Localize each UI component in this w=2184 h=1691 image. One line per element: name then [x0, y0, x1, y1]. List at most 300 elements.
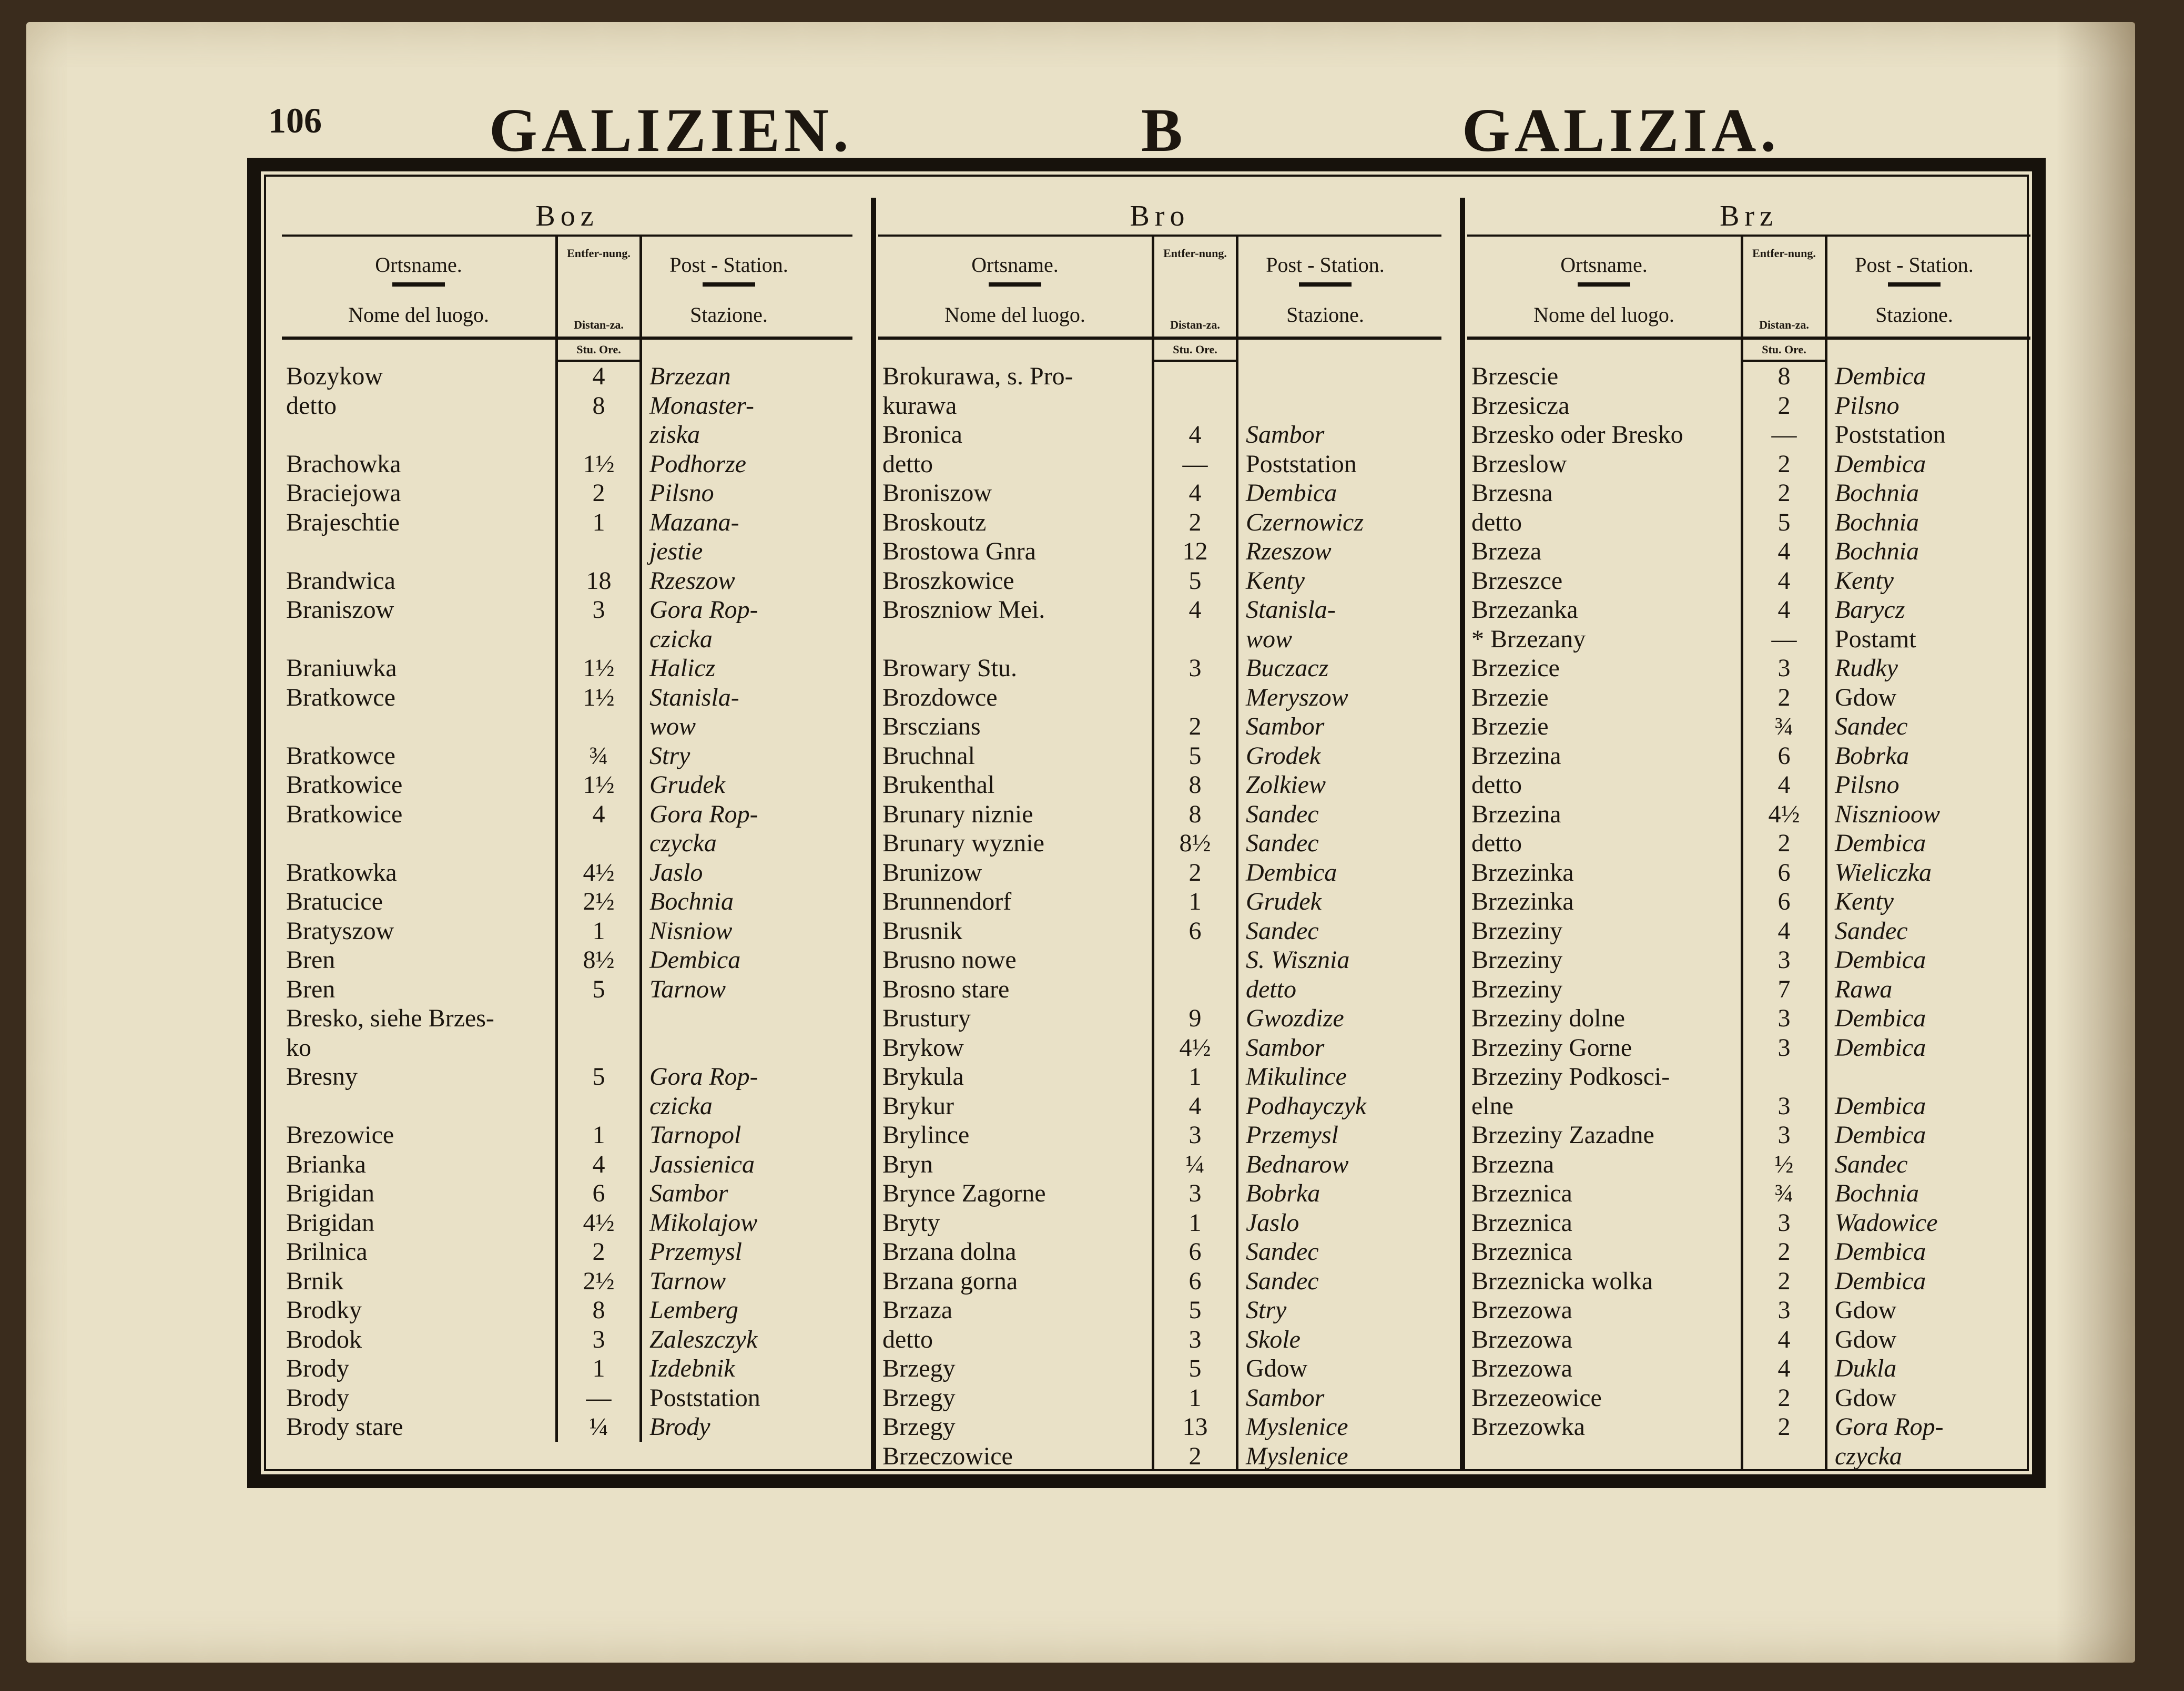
table-row	[1467, 1062, 2030, 1092]
post-station: Halicz	[649, 654, 716, 682]
post-station: Podhayczyk	[1246, 1092, 1367, 1120]
place-name: Brzeziny	[1471, 975, 1563, 1003]
distance: 5	[555, 1062, 642, 1092]
place-name	[282, 537, 555, 566]
post-station	[1238, 362, 1412, 391]
table-row	[282, 887, 852, 916]
distance: 4	[1741, 770, 1827, 800]
place-name: Brzegy	[882, 1354, 956, 1382]
header-post-station	[642, 237, 816, 337]
place-name: Browary Stu.	[882, 654, 1017, 682]
distance: 8½	[555, 945, 642, 975]
table-row	[878, 1092, 1441, 1121]
post-station: Grudek	[1246, 888, 1322, 915]
post-station: Mazana-	[649, 508, 739, 536]
table-row	[878, 683, 1441, 712]
place-name: Broszniow Mei.	[882, 596, 1045, 624]
post-station: Gora Rop-	[649, 1063, 758, 1091]
column-headers	[282, 237, 852, 340]
post-station: Dembica	[1835, 1004, 1926, 1032]
place-name: Brzezowa	[1471, 1325, 1572, 1353]
table-row	[878, 712, 1441, 741]
distance: 4	[1741, 537, 1827, 566]
place-name: Brzeznica	[1471, 1238, 1572, 1266]
post-station: Zaleszczyk	[649, 1325, 758, 1353]
distance: 6	[1152, 916, 1238, 946]
place-name: Brzezeowice	[1471, 1383, 1602, 1412]
post-station: Gora Rop-	[649, 800, 758, 828]
distance: 3	[1152, 654, 1238, 683]
place-name: detto	[882, 1325, 933, 1353]
header-name-it: Nome del luogo.	[944, 303, 1085, 327]
header-rule	[1578, 282, 1630, 287]
header-post-it: Stazione.	[1286, 303, 1364, 327]
post-station: Dembica	[1246, 479, 1337, 507]
post-station: Tarnow	[649, 975, 726, 1003]
table-row	[282, 625, 852, 654]
place-name: Bratkowka	[286, 858, 397, 887]
distance: 1½	[555, 654, 642, 683]
place-name: Brzeziny Gorne	[1471, 1033, 1632, 1062]
post-station: Skole	[1246, 1325, 1301, 1353]
table-row	[1467, 625, 2030, 654]
post-station: Gdow	[1835, 1296, 1897, 1324]
post-station: Barycz	[1835, 596, 1905, 624]
post-station: Dembica	[1835, 1121, 1926, 1149]
distance	[1741, 1442, 1827, 1471]
place-name: Brzezice	[1471, 654, 1560, 682]
distance: 1	[1152, 1383, 1238, 1413]
post-station: Izdebnik	[649, 1354, 735, 1382]
post-station: Przemysl	[649, 1238, 742, 1266]
table-row	[878, 741, 1441, 771]
distance	[555, 1092, 642, 1121]
title-italian: GALIZIA.	[1462, 96, 1780, 165]
table-row	[282, 1383, 852, 1413]
table-row	[282, 916, 852, 946]
place-name: Brzana dolna	[882, 1238, 1017, 1266]
table-row	[878, 420, 1441, 450]
distance: 18	[555, 566, 642, 596]
post-station: czicka	[649, 625, 713, 653]
table-row	[282, 683, 852, 712]
distance: 3	[1741, 1092, 1827, 1121]
post-station: Lemberg	[649, 1296, 738, 1324]
distance: 1	[555, 1120, 642, 1150]
table-row	[878, 1150, 1441, 1179]
distance: 4	[1152, 478, 1238, 508]
distance: —	[1152, 450, 1238, 479]
table-row	[1467, 508, 2030, 537]
place-name: Brzezinka	[1471, 858, 1574, 887]
table-row	[282, 566, 852, 596]
distance: 8	[1741, 362, 1827, 391]
place-name: Brsczians	[882, 712, 981, 740]
post-station	[1827, 1062, 2001, 1092]
post-station: Gwozdize	[1246, 1004, 1344, 1032]
table-row	[1467, 916, 2030, 946]
distance: 3	[1152, 1325, 1238, 1354]
post-station: czycka	[649, 829, 717, 857]
table-row	[282, 1092, 852, 1121]
place-name: Brykur	[882, 1092, 954, 1120]
place-name: Brnik	[286, 1267, 344, 1295]
place-name: kurawa	[882, 391, 957, 420]
post-station: jestie	[649, 537, 703, 565]
post-station: Gdow	[1246, 1354, 1308, 1382]
distance: 8	[1152, 800, 1238, 829]
place-name: Brostowa Gnra	[882, 537, 1036, 565]
distance: 5	[1152, 741, 1238, 771]
table-row	[878, 1179, 1441, 1208]
table-row	[1467, 829, 2030, 858]
distance: 4	[555, 362, 642, 391]
place-name: Brzeziny	[1471, 946, 1563, 974]
place-name: Braniuwka	[286, 654, 397, 682]
distance: ¼	[1152, 1150, 1238, 1179]
place-name: Brzeziny dolne	[1471, 1004, 1625, 1032]
place-name: Brzana gorna	[882, 1267, 1018, 1295]
table-row	[878, 625, 1441, 654]
table-row	[282, 420, 852, 450]
table-row	[282, 508, 852, 537]
header-post-it: Stazione.	[690, 303, 768, 327]
distance: —	[555, 1383, 642, 1413]
table-row	[282, 537, 852, 566]
block-bro	[871, 198, 1441, 1470]
header-dist-de: Entfer-nung.	[1163, 247, 1227, 260]
distance: 1½	[555, 450, 642, 479]
distance: ¼	[555, 1412, 642, 1442]
post-station: Przemysl	[1246, 1121, 1338, 1149]
distance: 8	[555, 391, 642, 421]
distance: 4½	[555, 858, 642, 888]
place-name: Brunnendorf	[882, 888, 1012, 915]
table-row	[282, 1004, 852, 1033]
table-row	[1467, 1412, 2030, 1442]
distance: 4	[1152, 420, 1238, 450]
post-station: Pilsno	[1835, 771, 1899, 799]
post-station	[1238, 391, 1412, 421]
table-row	[878, 450, 1441, 479]
table-row	[878, 1442, 1441, 1471]
block-brz	[1460, 198, 2030, 1470]
post-station: Stry	[1246, 1296, 1287, 1324]
table-row	[282, 1412, 852, 1442]
table-row	[878, 858, 1441, 888]
table-row	[1467, 537, 2030, 566]
post-station: Zolkiew	[1246, 771, 1326, 799]
distance: 1	[1152, 1062, 1238, 1092]
post-station: Kenty	[1246, 566, 1305, 595]
distance: —	[1741, 625, 1827, 654]
table-row	[878, 1267, 1441, 1296]
place-name: Bratkowce	[286, 683, 395, 711]
post-station: Rzeszow	[1246, 537, 1332, 565]
place-name: Brzesicza	[1471, 391, 1570, 420]
place-name: Brzeczowice	[882, 1442, 1013, 1470]
post-station: Dembica	[1835, 1238, 1926, 1266]
place-name: Brozdowce	[882, 683, 998, 711]
place-name: Brzegy	[882, 1413, 956, 1441]
post-station: Bochnia	[1835, 537, 1919, 565]
distance	[1152, 945, 1238, 975]
table-row	[1467, 1004, 2030, 1033]
distance: 6	[1741, 887, 1827, 916]
table-row	[1467, 741, 2030, 771]
post-station: Sambor	[1246, 1033, 1325, 1062]
distance: 2	[555, 478, 642, 508]
table-row	[1467, 1033, 2030, 1063]
post-station: Gdow	[1835, 1325, 1897, 1353]
distance: 6	[1152, 1237, 1238, 1267]
header-post-de: Post - Station.	[1266, 253, 1385, 277]
table-row	[878, 770, 1441, 800]
post-station: Grudek	[649, 771, 725, 799]
table-row	[878, 945, 1441, 975]
post-station: Jaslo	[1246, 1208, 1299, 1237]
place-name: Brzeszce	[1471, 566, 1563, 595]
post-station: Dembica	[649, 946, 741, 974]
table-row	[1467, 1296, 2030, 1325]
table-row	[1467, 1120, 2030, 1150]
distance: 4	[1741, 566, 1827, 596]
post-station: Kenty	[1835, 888, 1894, 915]
place-name: Brzezowa	[1471, 1296, 1572, 1324]
table-row	[878, 1237, 1441, 1267]
table-row	[282, 1150, 852, 1179]
place-name: Brzeza	[1471, 537, 1542, 565]
table-row	[1467, 887, 2030, 916]
place-name: Brynce Zagorne	[882, 1179, 1046, 1207]
table-row	[282, 1354, 852, 1383]
post-station: Poststation	[649, 1383, 760, 1412]
table-row	[878, 916, 1441, 946]
header-dist-de: Entfer-nung.	[1752, 247, 1816, 260]
table-row	[282, 829, 852, 858]
place-name	[282, 420, 555, 450]
distance: 2	[1741, 1267, 1827, 1296]
distance: 4½	[555, 1208, 642, 1238]
distance: 2	[555, 1237, 642, 1267]
table-row	[878, 1120, 1441, 1150]
place-name: Brzeznicka wolka	[1471, 1267, 1653, 1295]
distance: 4½	[1741, 800, 1827, 829]
place-name: Bresko, siehe Brzes-	[286, 1004, 494, 1032]
distance: 4	[1152, 595, 1238, 625]
table-row	[878, 829, 1441, 858]
post-station: Myslenice	[1246, 1442, 1348, 1470]
distance: 7	[1741, 975, 1827, 1004]
distance: 2	[1741, 391, 1827, 421]
distance: 1½	[555, 683, 642, 712]
unit-label: Stu. Ore.	[1741, 340, 1827, 362]
unit-row	[878, 340, 1441, 362]
section-letter: B	[1141, 96, 1187, 165]
place-name: Brzescie	[1471, 362, 1559, 390]
post-station: Bobrka	[1246, 1179, 1320, 1207]
post-station: Brzezan	[649, 362, 731, 390]
distance: 1	[555, 916, 642, 946]
distance: 5	[1152, 566, 1238, 596]
header-rule	[989, 282, 1041, 287]
post-station: Mikulince	[1246, 1063, 1347, 1091]
header-post-it: Stazione.	[1875, 303, 1953, 327]
distance: 3	[1741, 1120, 1827, 1150]
post-station: wow	[1246, 625, 1293, 653]
distance	[1152, 362, 1238, 391]
table-row	[1467, 391, 2030, 421]
place-name: detto	[1471, 508, 1522, 536]
distance: —	[1741, 420, 1827, 450]
header-distance	[555, 237, 642, 337]
distance: 2	[1741, 1383, 1827, 1413]
distance: 3	[1741, 1296, 1827, 1325]
table-row	[878, 975, 1441, 1004]
place-name: Bryty	[882, 1208, 940, 1237]
place-name: Bratucice	[286, 888, 383, 915]
post-station: Stanisla-	[649, 683, 739, 711]
post-station: Dembica	[1835, 1033, 1926, 1062]
distance: ¾	[555, 741, 642, 771]
post-station: czicka	[649, 1092, 713, 1120]
place-name: Brzezna	[1471, 1150, 1555, 1178]
header-name-it: Nome del luogo.	[348, 303, 489, 327]
header-dist-it: Distan-za.	[1759, 318, 1809, 331]
table-row	[1467, 1237, 2030, 1267]
table-row	[878, 1296, 1441, 1325]
place-name: Bren	[286, 946, 336, 974]
distance	[555, 1004, 642, 1033]
post-station: Sandec	[1835, 1150, 1908, 1178]
post-station: Postamt	[1835, 625, 1916, 653]
post-station	[642, 1004, 816, 1033]
block-title: Boz	[282, 198, 852, 237]
post-station: Tarnow	[649, 1267, 726, 1295]
distance: 3	[1741, 654, 1827, 683]
place-name: Brzezinka	[1471, 888, 1574, 915]
place-name: Brzesko oder Bresko	[1471, 421, 1683, 449]
table-row	[878, 566, 1441, 596]
distance: 4	[1741, 595, 1827, 625]
post-station: Sandec	[1246, 800, 1319, 828]
distance	[1741, 1062, 1827, 1092]
header-name-de: Ortsname.	[375, 253, 462, 277]
post-station: Stanisla-	[1246, 596, 1336, 624]
header-place-name	[282, 237, 555, 337]
post-station: Pilsno	[649, 479, 714, 507]
distance	[555, 712, 642, 741]
table-row	[282, 1208, 852, 1238]
place-name: ko	[286, 1033, 311, 1062]
post-station: Wieliczka	[1835, 858, 1932, 887]
header-rule	[392, 282, 445, 287]
header-dist-it: Distan-za.	[574, 318, 624, 331]
page-number: 106	[268, 100, 322, 140]
place-name: Brylince	[882, 1121, 970, 1149]
place-name: Brzezie	[1471, 712, 1549, 740]
distance: 8½	[1152, 829, 1238, 858]
header-name-de: Ortsname.	[1560, 253, 1648, 277]
place-name: Brodky	[286, 1296, 362, 1324]
place-name: Braciejowa	[286, 479, 401, 507]
block-title: Brz	[1467, 198, 2030, 237]
block-boz	[282, 198, 852, 1470]
place-name: Brody	[286, 1354, 349, 1382]
distance: 2	[1741, 683, 1827, 712]
distance: 5	[1741, 508, 1827, 537]
table-row	[878, 1033, 1441, 1063]
table-row	[878, 391, 1441, 421]
post-station: Dembica	[1835, 1092, 1926, 1120]
post-station: Dembica	[1835, 1267, 1926, 1295]
place-name: Brilnica	[286, 1238, 368, 1266]
post-station: Poststation	[1835, 421, 1946, 449]
post-station: detto	[1246, 975, 1296, 1003]
header-dist-it: Distan-za.	[1170, 318, 1220, 331]
place-name: Brzezowa	[1471, 1354, 1572, 1382]
distance: 2½	[555, 1267, 642, 1296]
post-station: Bochnia	[1835, 479, 1919, 507]
table-row	[1467, 1325, 2030, 1354]
post-station: Dembica	[1835, 362, 1926, 390]
table-row	[282, 858, 852, 888]
place-name: Brzesna	[1471, 479, 1553, 507]
distance: ½	[1741, 1150, 1827, 1179]
table-row	[282, 1062, 852, 1092]
place-name: Bronica	[882, 421, 962, 449]
place-name: Brunary niznie	[882, 800, 1033, 828]
place-name: detto	[286, 391, 337, 420]
place-name: * Brzezany	[1471, 625, 1586, 653]
distance: 2	[1741, 1412, 1827, 1442]
place-name	[282, 712, 555, 741]
place-name: Brzezina	[1471, 800, 1561, 828]
header-dist-de: Entfer-nung.	[567, 247, 631, 260]
distance: 4	[1741, 1354, 1827, 1383]
table-row	[878, 800, 1441, 829]
place-name: Brzezina	[1471, 741, 1561, 770]
table-row	[282, 654, 852, 683]
post-station: Nisznioow	[1835, 800, 1941, 828]
table-row	[1467, 1267, 2030, 1296]
place-name: Brezowice	[286, 1121, 394, 1149]
header-rule	[703, 282, 755, 287]
distance: 3	[1152, 1120, 1238, 1150]
table-row	[1467, 945, 2030, 975]
table-row	[282, 362, 852, 391]
post-station: Mikolajow	[649, 1208, 758, 1237]
header-distance	[1741, 237, 1827, 337]
place-name: Brzezowka	[1471, 1413, 1585, 1441]
distance: 1	[555, 508, 642, 537]
table-row	[878, 1412, 1441, 1442]
post-station: Rzeszow	[649, 566, 735, 595]
post-station: Sambor	[649, 1179, 728, 1207]
post-station: wow	[649, 712, 696, 740]
place-name: Bratkowce	[286, 741, 395, 770]
distance: ¾	[1741, 1179, 1827, 1208]
place-name	[282, 625, 555, 654]
table-row	[1467, 566, 2030, 596]
post-station: Bochnia	[1835, 508, 1919, 536]
distance: 3	[1741, 945, 1827, 975]
table-row	[878, 1062, 1441, 1092]
table-row	[282, 1120, 852, 1150]
place-name: Bryn	[882, 1150, 933, 1178]
distance: 3	[1152, 1179, 1238, 1208]
post-station: czycka	[1835, 1442, 1902, 1470]
